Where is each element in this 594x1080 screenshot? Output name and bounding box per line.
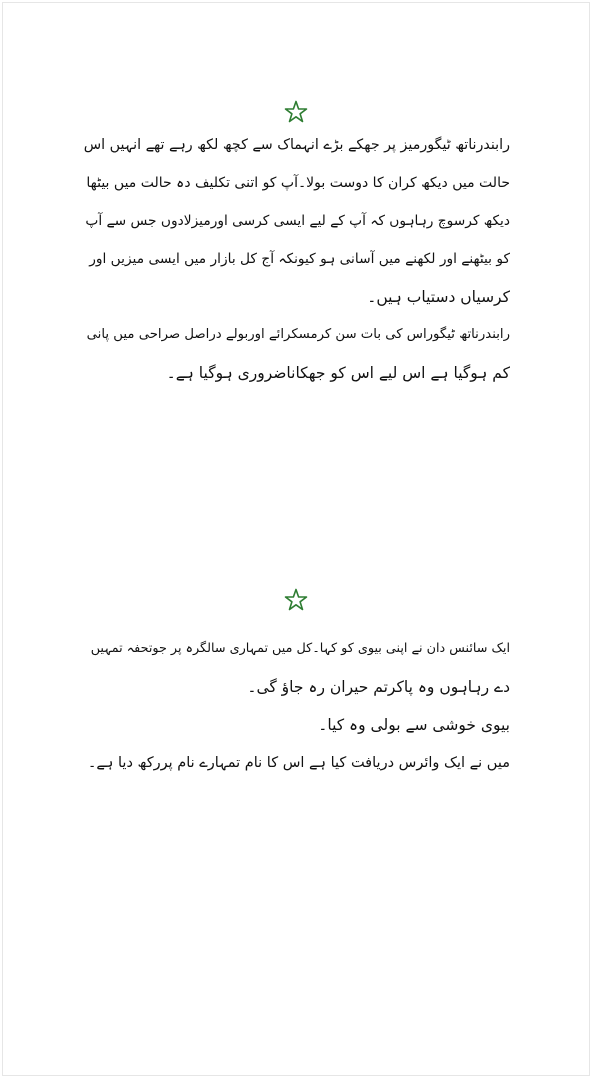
story-2-line: بیوی خوشی سے بولی وہ کیا۔ [318, 716, 510, 734]
story-1-paragraph [84, 126, 510, 392]
story-1-line: رابندرناتھ ٹیگورمیز پر جھکے بڑے انہماک سے کچھ لکھ رہے تھے انہیں اس [84, 137, 510, 153]
story-2-line: دے رہاہوں وہ پاکرتم حیران رہ جاؤ گی۔ [247, 678, 510, 696]
story-1-line: کو بیٹھنے اور لکھنے میں آسانی ہو کیونکہ آج کل بازار میں ایسی میزیں اور [89, 251, 510, 267]
story-1-line: حالت میں دیکھ کران کا دوست بولا۔آپ کو اتنی تکلیف دہ حالت میں بیٹھا [86, 175, 510, 191]
story-2-line: ایک سائنس دان نے اپنی بیوی کو کہا۔کل میں تمہاری سالگرہ پر جوتحفہ تمہیں [90, 641, 510, 656]
story-2-line: میں نے ایک وائرس دریافت کیا ہے اس کا نام تمہارے نام پررکھ دیا ہے۔ [87, 755, 510, 771]
star-divider-icon [284, 100, 308, 124]
story-1-line: کرسیاں دستیاب ہیں۔ [367, 288, 510, 306]
star-divider-icon [284, 588, 308, 612]
story-1-line: کم ہوگیا ہے اس لیے اس کو جھکاناضروری ہوگیا ہے۔ [166, 364, 510, 382]
story-1-line: رابندرناتھ ٹیگوراس کی بات سن کرمسکرائے اوربولے دراصل صراحی میں پانی [86, 327, 510, 342]
story-1-line: دیکھ کرسوچ رہاہوں کہ آپ کے لیے ایسی کرسی اورمیزلادوں جس سے آپ [85, 213, 510, 229]
story-2-paragraph [84, 630, 510, 782]
